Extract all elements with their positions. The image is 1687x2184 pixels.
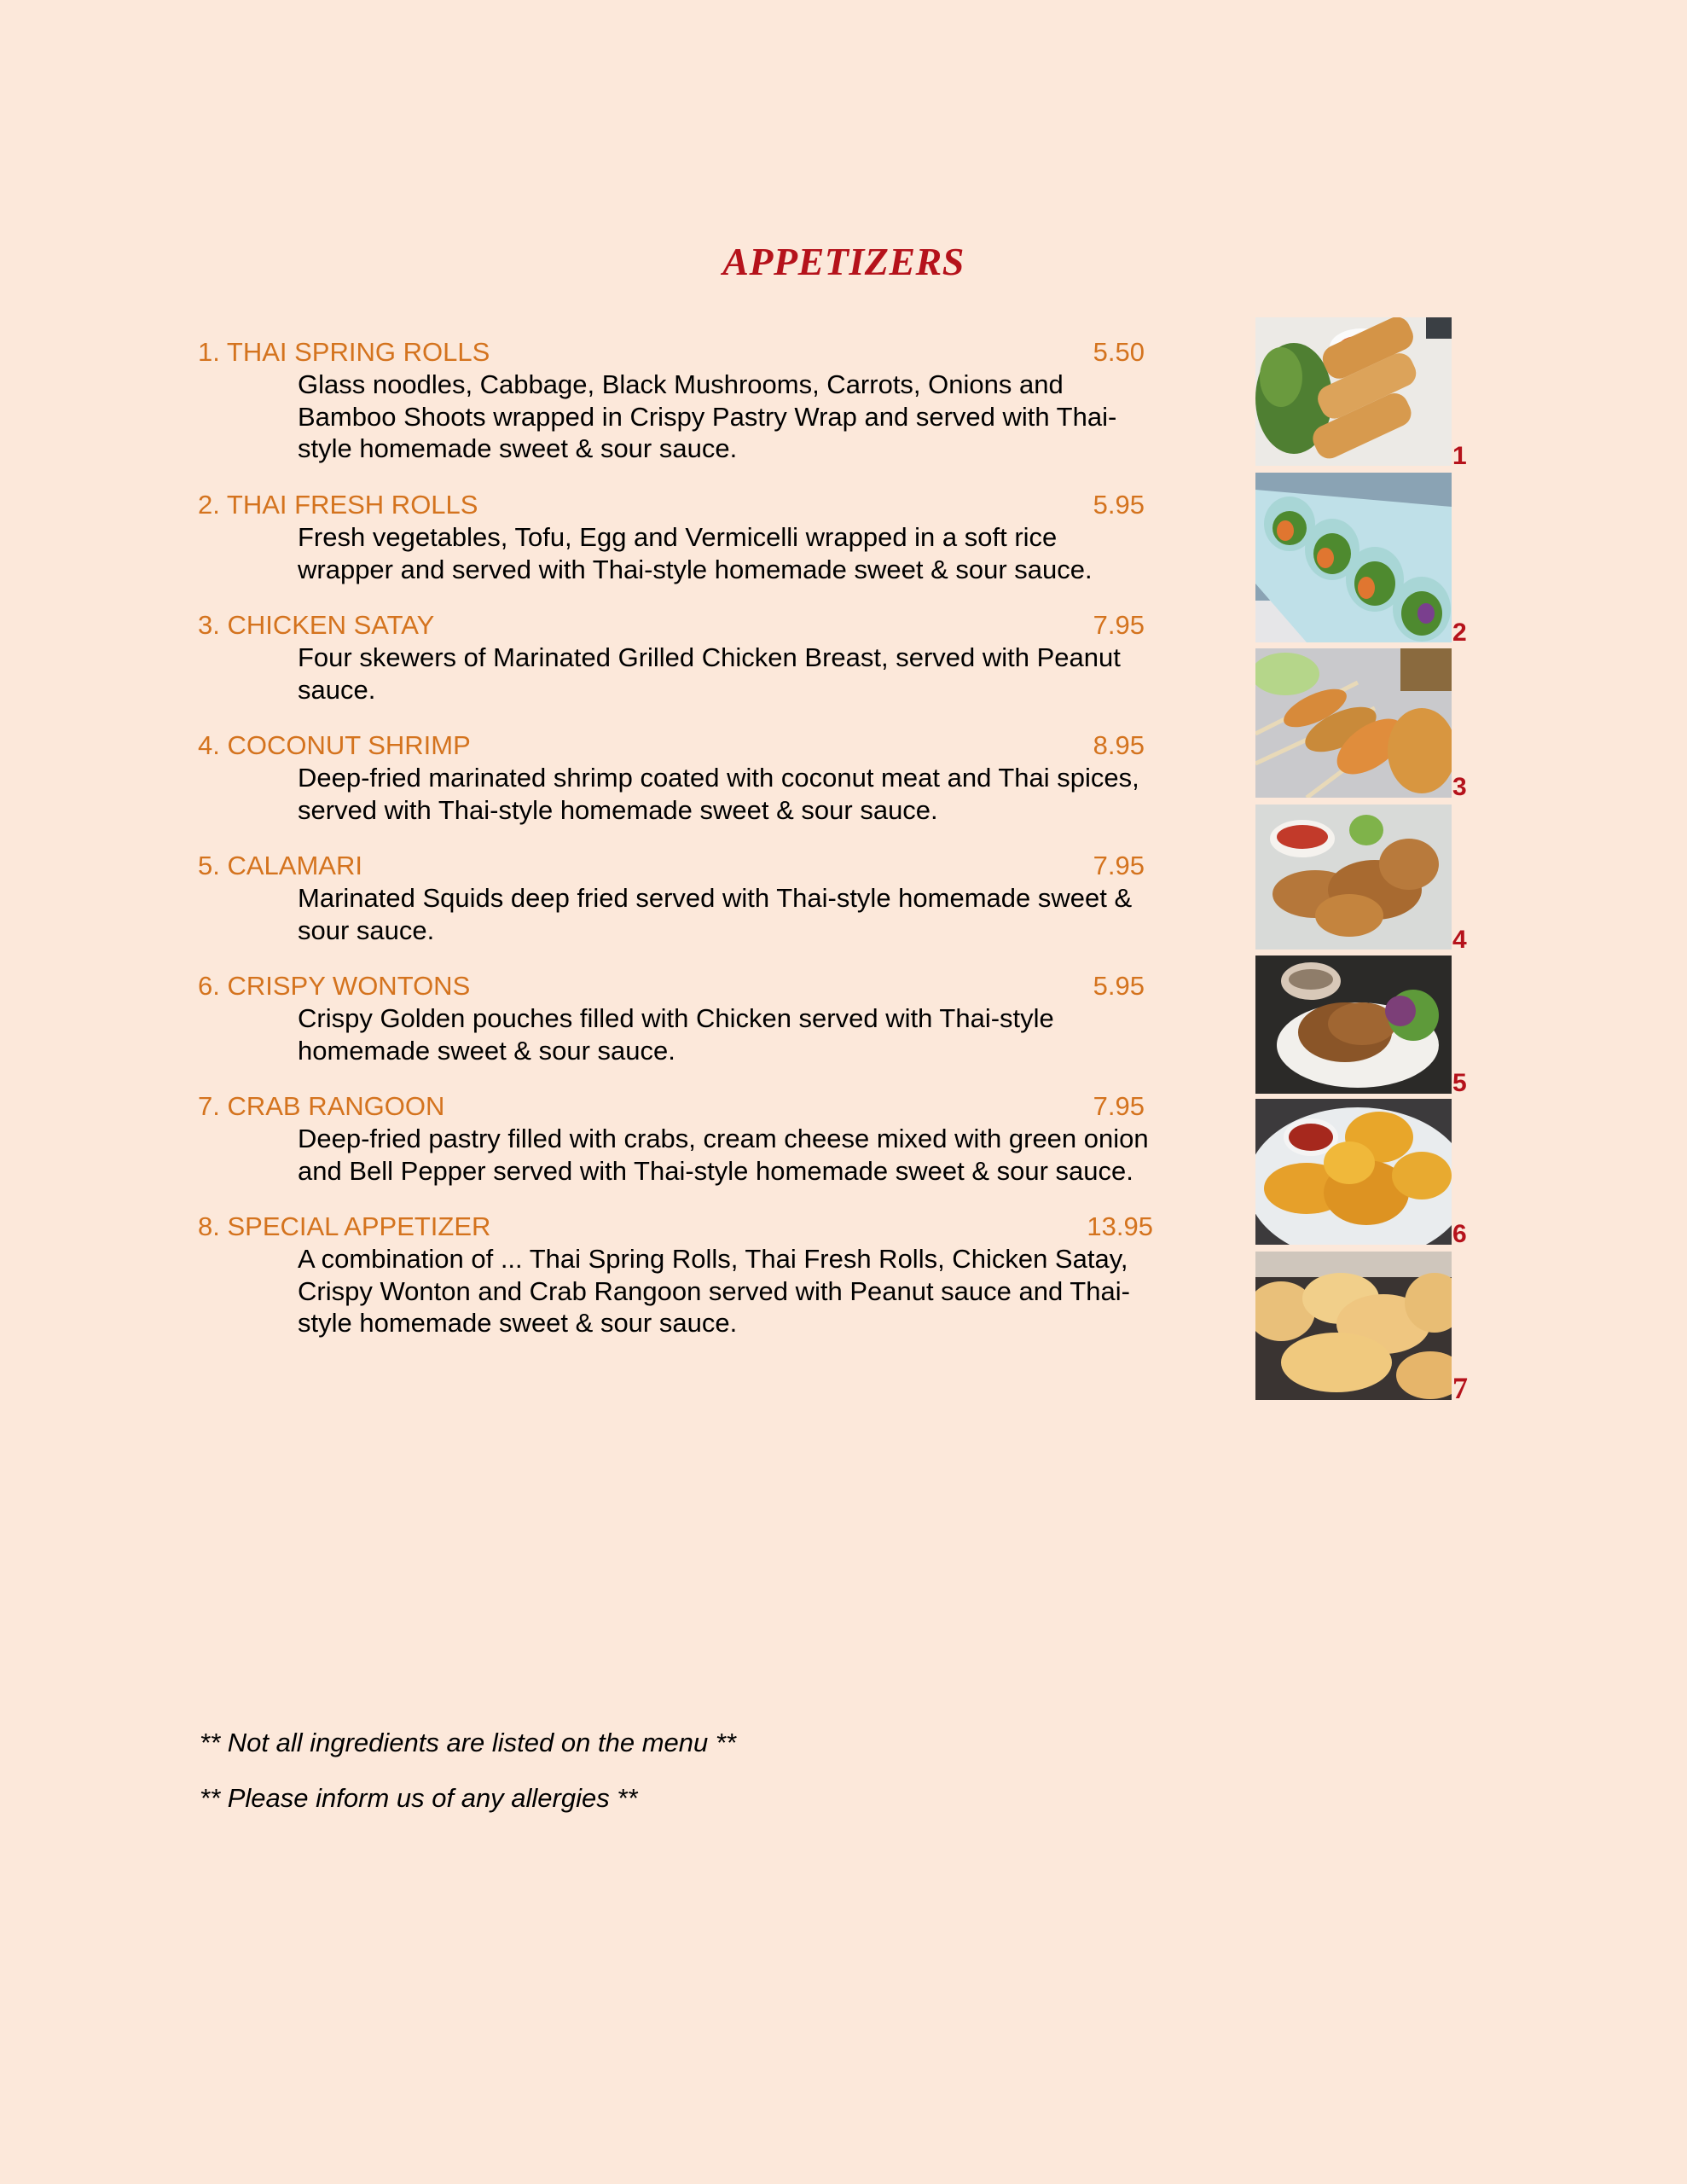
item-name: 3. CHICKEN SATAY [198, 610, 435, 640]
item-price: 5.50 [1093, 337, 1145, 367]
item-price: 7.95 [1093, 610, 1145, 640]
ingredients-note: ** Not all ingredients are listed on the menu ** [200, 1728, 736, 1757]
chicken-satay-photo [1255, 648, 1452, 798]
item-description [298, 642, 1210, 706]
photo-label-6: 6 [1452, 1220, 1467, 1248]
item-description [298, 1002, 1210, 1066]
menu-item-coconut-shrimp [198, 729, 1204, 826]
page-title: APPETIZERS [722, 240, 965, 283]
menu-item-calamari [198, 850, 1204, 946]
item-description [298, 762, 1210, 826]
item-name: 1. THAI SPRING ROLLS [198, 337, 490, 367]
crispy-wontons-image-icon [1255, 1099, 1452, 1245]
photo-label-7: 7 [1452, 1371, 1468, 1405]
item-description [298, 1123, 1210, 1187]
photo-label-2: 2 [1452, 619, 1467, 647]
description-line: Deep-fried pastry filled with crabs, cream cheese mixed with green onion [298, 1124, 1149, 1153]
fresh-rolls-image-icon [1255, 473, 1452, 642]
item-name: 8. SPECIAL APPETIZER [198, 1211, 491, 1241]
item-name: 5. CALAMARI [198, 851, 362, 880]
description-line: Glass noodles, Cabbage, Black Mushrooms, Carrots, Onions and [298, 369, 1064, 399]
crab-rangoon-photo [1255, 1252, 1452, 1400]
menu-item-chicken-satay [198, 609, 1204, 706]
fresh-rolls-photo [1255, 473, 1452, 642]
item-name: 2. THAI FRESH ROLLS [198, 490, 478, 520]
coconut-shrimp-photo [1255, 804, 1452, 950]
item-price: 5.95 [1093, 490, 1145, 520]
description-line: Bamboo Shoots wrapped in Crispy Pastry Wrap and served with Thai- [298, 401, 1117, 432]
chicken-satay-image-icon [1255, 648, 1452, 798]
description-line: wrapper and served with Thai-style homemade sweet & sour sauce. [298, 554, 1093, 584]
item-description [298, 369, 1210, 465]
menu-item-special-appetizer [198, 1211, 1204, 1339]
item-name: 6. CRISPY WONTONS [198, 971, 471, 1001]
item-description [298, 521, 1210, 585]
description-line: sauce. [298, 674, 376, 705]
item-price: 7.95 [1093, 851, 1145, 880]
description-line: Marinated Squids deep fried served with Thai-style homemade sweet & [298, 883, 1133, 913]
item-name: 4. COCONUT SHRIMP [198, 730, 471, 760]
crab-rangoon-image-icon [1255, 1252, 1452, 1400]
description-line: sour sauce. [298, 915, 435, 945]
item-price: 8.95 [1093, 730, 1145, 760]
photo-label-5: 5 [1452, 1069, 1467, 1097]
item-name: 7. CRAB RANGOON [198, 1091, 445, 1121]
item-description [298, 882, 1210, 946]
item-price: 13.95 [1087, 1211, 1153, 1241]
photo-label-4: 4 [1452, 926, 1467, 954]
description-line: Crispy Wonton and Crab Rangoon served with Peanut sauce and Thai- [298, 1275, 1130, 1306]
menu-item-crispy-wontons [198, 970, 1204, 1066]
item-description [298, 1243, 1210, 1339]
spring-rolls-image-icon [1255, 317, 1452, 466]
description-line: A combination of ... Thai Spring Rolls, Thai Fresh Rolls, Chicken Satay, [298, 1244, 1128, 1274]
description-line: served with Thai-style homemade sweet & sour sauce. [298, 794, 938, 825]
description-line: homemade sweet & sour sauce. [298, 1035, 675, 1066]
description-line: and Bell Pepper served with Thai-style homemade sweet & sour sauce. [298, 1155, 1133, 1186]
item-price: 5.95 [1093, 971, 1145, 1001]
crispy-wontons-photo [1255, 1099, 1452, 1245]
calamari-photo [1255, 956, 1452, 1094]
allergies-note: ** Please inform us of any allergies ** [200, 1783, 638, 1813]
menu-item-crab-rangoon [198, 1090, 1204, 1187]
calamari-image-icon [1255, 956, 1452, 1094]
photo-label-3: 3 [1452, 773, 1467, 801]
description-line: Four skewers of Marinated Grilled Chicken Breast, served with Peanut [298, 642, 1121, 672]
description-line: Fresh vegetables, Tofu, Egg and Vermicelli wrapped in a soft rice [298, 522, 1058, 552]
item-price: 7.95 [1093, 1091, 1145, 1121]
menu-item-thai-spring-rolls [198, 336, 1204, 465]
photo-label-1: 1 [1452, 442, 1467, 470]
spring-rolls-photo [1255, 317, 1452, 466]
description-line: style homemade sweet & sour sauce. [298, 433, 738, 463]
description-line: Deep-fried marinated shrimp coated with coconut meat and Thai spices, [298, 763, 1139, 793]
description-line: style homemade sweet & sour sauce. [298, 1308, 738, 1338]
description-line: Crispy Golden pouches filled with Chicken served with Thai-style [298, 1003, 1054, 1033]
coconut-shrimp-image-icon [1255, 804, 1452, 950]
menu-item-thai-fresh-rolls [198, 489, 1204, 585]
